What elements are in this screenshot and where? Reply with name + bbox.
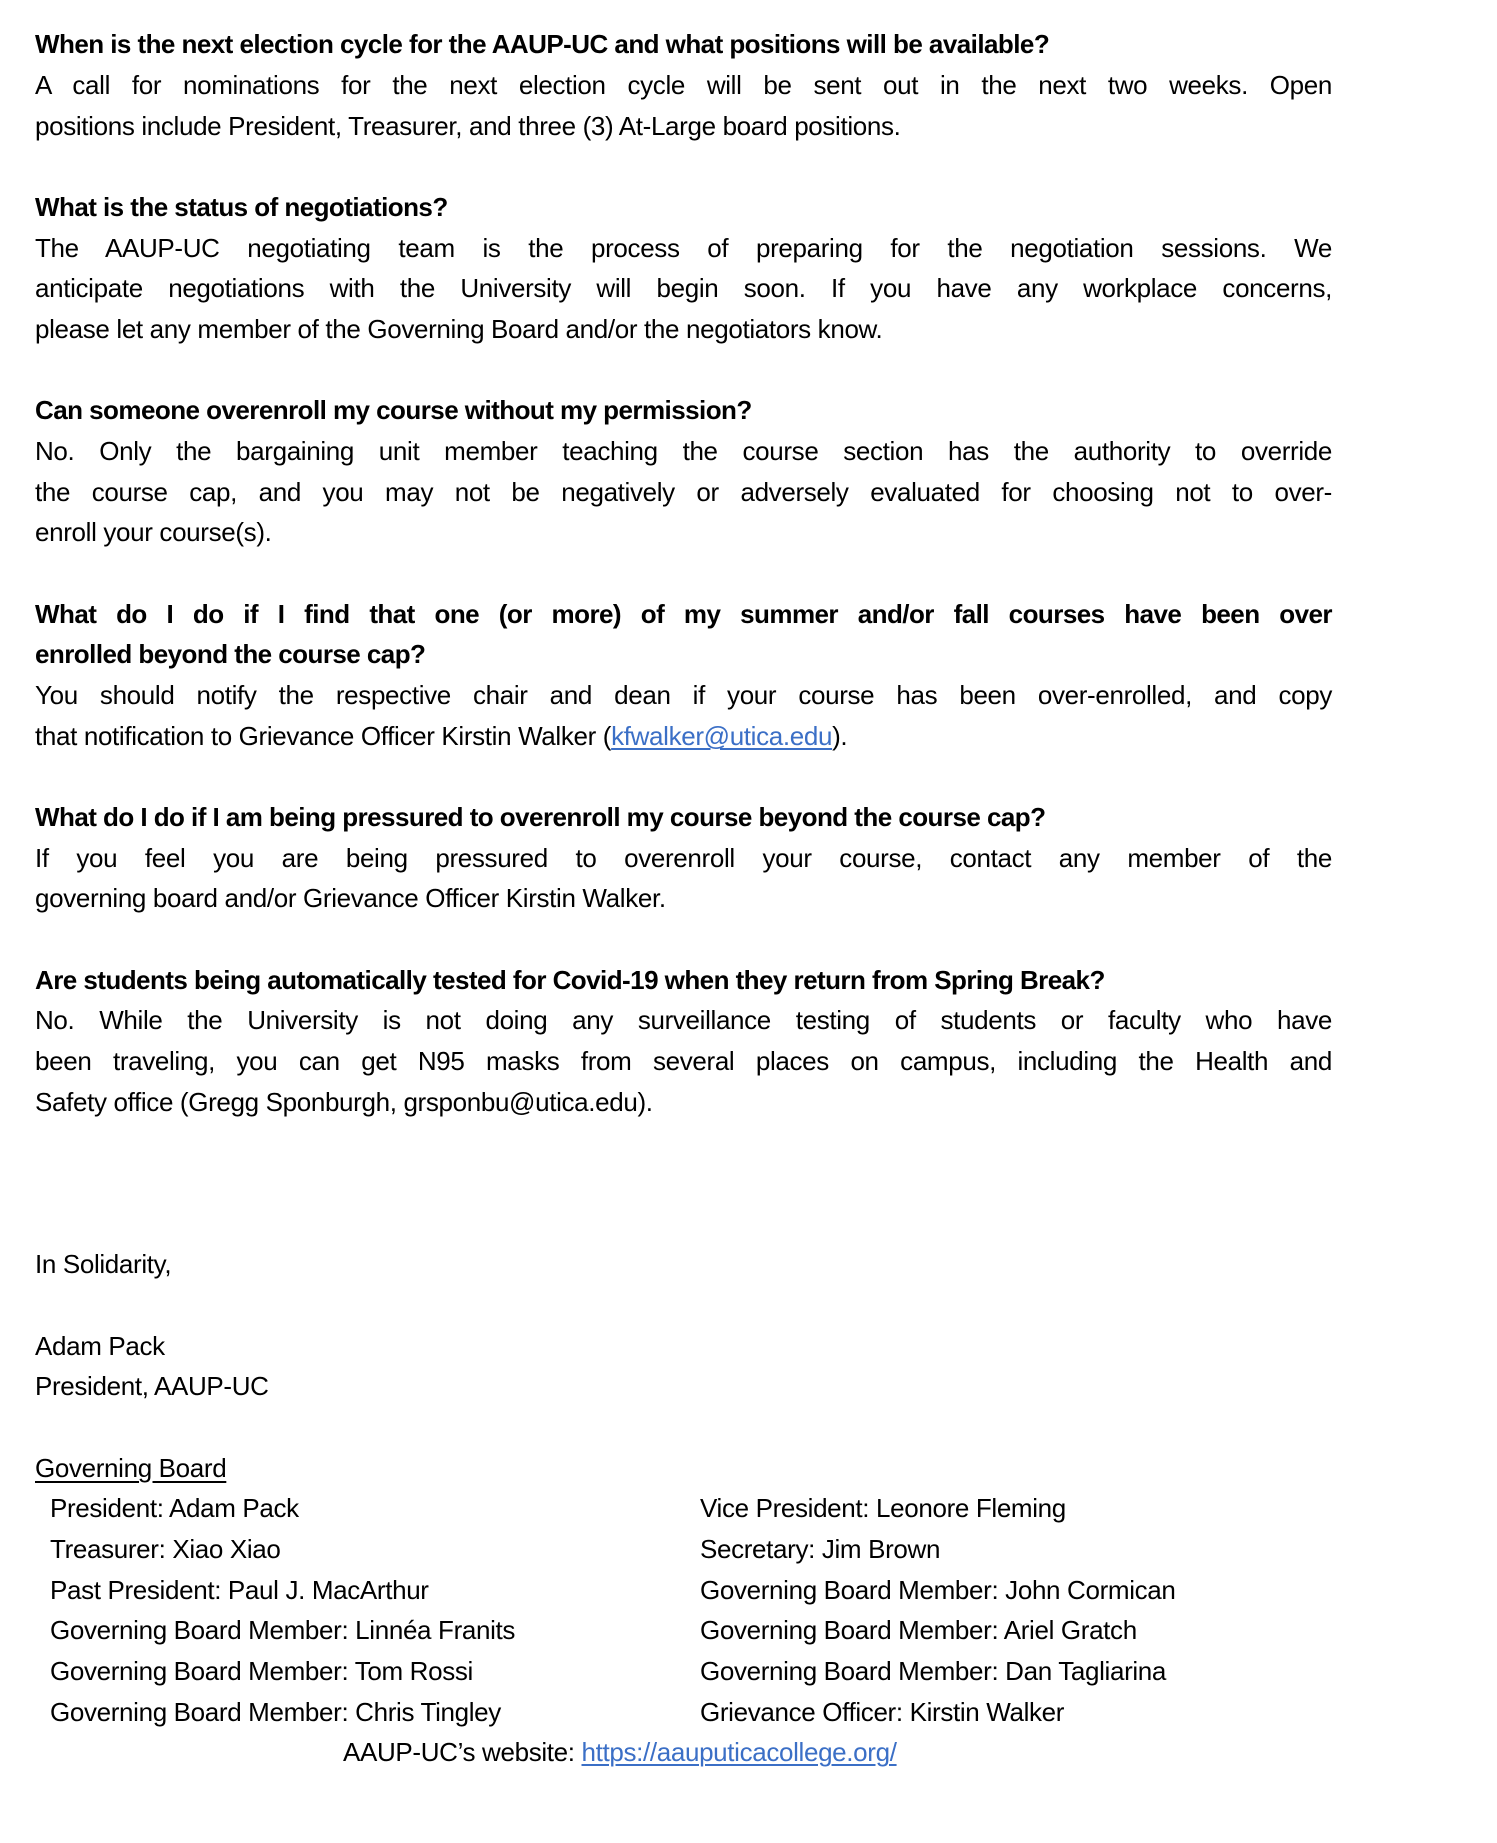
- board-member-right: Governing Board Member: John Cormican: [700, 1575, 1176, 1605]
- faq-answer-pressured-line: If you feel you are being pressured to overenroll your course, contact any member of the: [35, 843, 1332, 873]
- faq-answer-election-line: A call for nominations for the next election cycle will be sent out in the next two weeks. Open: [35, 70, 1332, 100]
- closing-salutation: In Solidarity,: [35, 1249, 172, 1279]
- signer-name: Adam Pack: [35, 1331, 165, 1361]
- faq-question-pressured: What do I do if I am being pressured to overenroll my course beyond the course cap?: [35, 802, 1046, 832]
- board-member-left: Treasurer: Xiao Xiao: [50, 1534, 281, 1564]
- faq-answer-covid-testing-line: No. While the University is not doing any surveillance testing of students or faculty who have: [35, 1005, 1332, 1035]
- faq-question-negotiations: What is the status of negotiations?: [35, 192, 448, 222]
- website-line: [343, 1732, 1043, 1773]
- board-member-left: Governing Board Member: Chris Tingley: [50, 1697, 501, 1727]
- faq-answer-covid-testing-line: been traveling, you can get N95 masks from several places on campus, including the Health and: [35, 1046, 1332, 1076]
- faq-question-overenrolled-line: What do I do if I find that one (or more) of my summer and/or fall courses have been over: [35, 599, 1332, 629]
- governing-board-heading-text: Governing Board: [35, 1453, 227, 1483]
- website-label: AAUP-UC’s website:: [343, 1737, 582, 1767]
- faq-answer-negotiations-line: The AAUP-UC negotiating team is the process of preparing for the negotiation sessions. We: [35, 233, 1332, 263]
- website-link[interactable]: https://aauputicacollege.org/: [581, 1737, 897, 1767]
- faq-answer-negotiations-line: please let any member of the Governing Board and/or the negotiators know.: [35, 314, 883, 344]
- board-member-left: President: Adam Pack: [50, 1493, 299, 1523]
- answer-text: that notification to Grievance Officer Kirstin Walker (: [35, 721, 612, 751]
- board-member-left: Governing Board Member: Tom Rossi: [50, 1656, 473, 1686]
- answer-text: ).: [832, 721, 848, 751]
- faq-answer-overenrolled-line: [35, 716, 1332, 757]
- grievance-email-link[interactable]: kfwalker@utica.edu: [611, 721, 833, 751]
- signer-title: President, AAUP-UC: [35, 1371, 269, 1401]
- faq-question-overenroll-permission: Can someone overenroll my course without my permission?: [35, 395, 752, 425]
- board-member-left: Past President: Paul J. MacArthur: [50, 1575, 429, 1605]
- board-member-right: Secretary: Jim Brown: [700, 1534, 941, 1564]
- board-member-right: Governing Board Member: Dan Tagliarina: [700, 1656, 1167, 1686]
- faq-answer-overenroll-permission-line: No. Only the bargaining unit member teaching the course section has the authority to override: [35, 436, 1332, 466]
- faq-answer-covid-testing-line: Safety office (Gregg Sponburgh, grsponbu@utica.edu).: [35, 1087, 653, 1117]
- board-member-right: Vice President: Leonore Fleming: [700, 1493, 1066, 1523]
- faq-question-overenrolled-line: enrolled beyond the course cap?: [35, 639, 426, 669]
- faq-question-election: When is the next election cycle for the AAUP-UC and what positions will be available?: [35, 29, 1050, 59]
- board-member-left: Governing Board Member: Linnéa Franits: [50, 1615, 516, 1645]
- faq-question-covid-testing: Are students being automatically tested for Covid-19 when they return from Spring Break?: [35, 965, 1105, 995]
- faq-answer-negotiations-line: anticipate negotiations with the University will begin soon. If you have any workplace concerns,: [35, 273, 1332, 303]
- faq-answer-overenroll-permission-line: the course cap, and you may not be negatively or adversely evaluated for choosing not to over-: [35, 477, 1332, 507]
- governing-board-heading: [35, 1448, 1332, 1489]
- faq-answer-pressured-line: governing board and/or Grievance Officer Kirstin Walker.: [35, 883, 666, 913]
- board-member-right: Grievance Officer: Kirstin Walker: [700, 1697, 1065, 1727]
- board-member-right: Governing Board Member: Ariel Gratch: [700, 1615, 1137, 1645]
- faq-answer-overenroll-permission-line: enroll your course(s).: [35, 517, 272, 547]
- faq-answer-election-line: positions include President, Treasurer, and three (3) At-Large board positions.: [35, 111, 901, 141]
- faq-answer-overenrolled-line: You should notify the respective chair and dean if your course has been over-enrolled, and copy: [35, 680, 1332, 710]
